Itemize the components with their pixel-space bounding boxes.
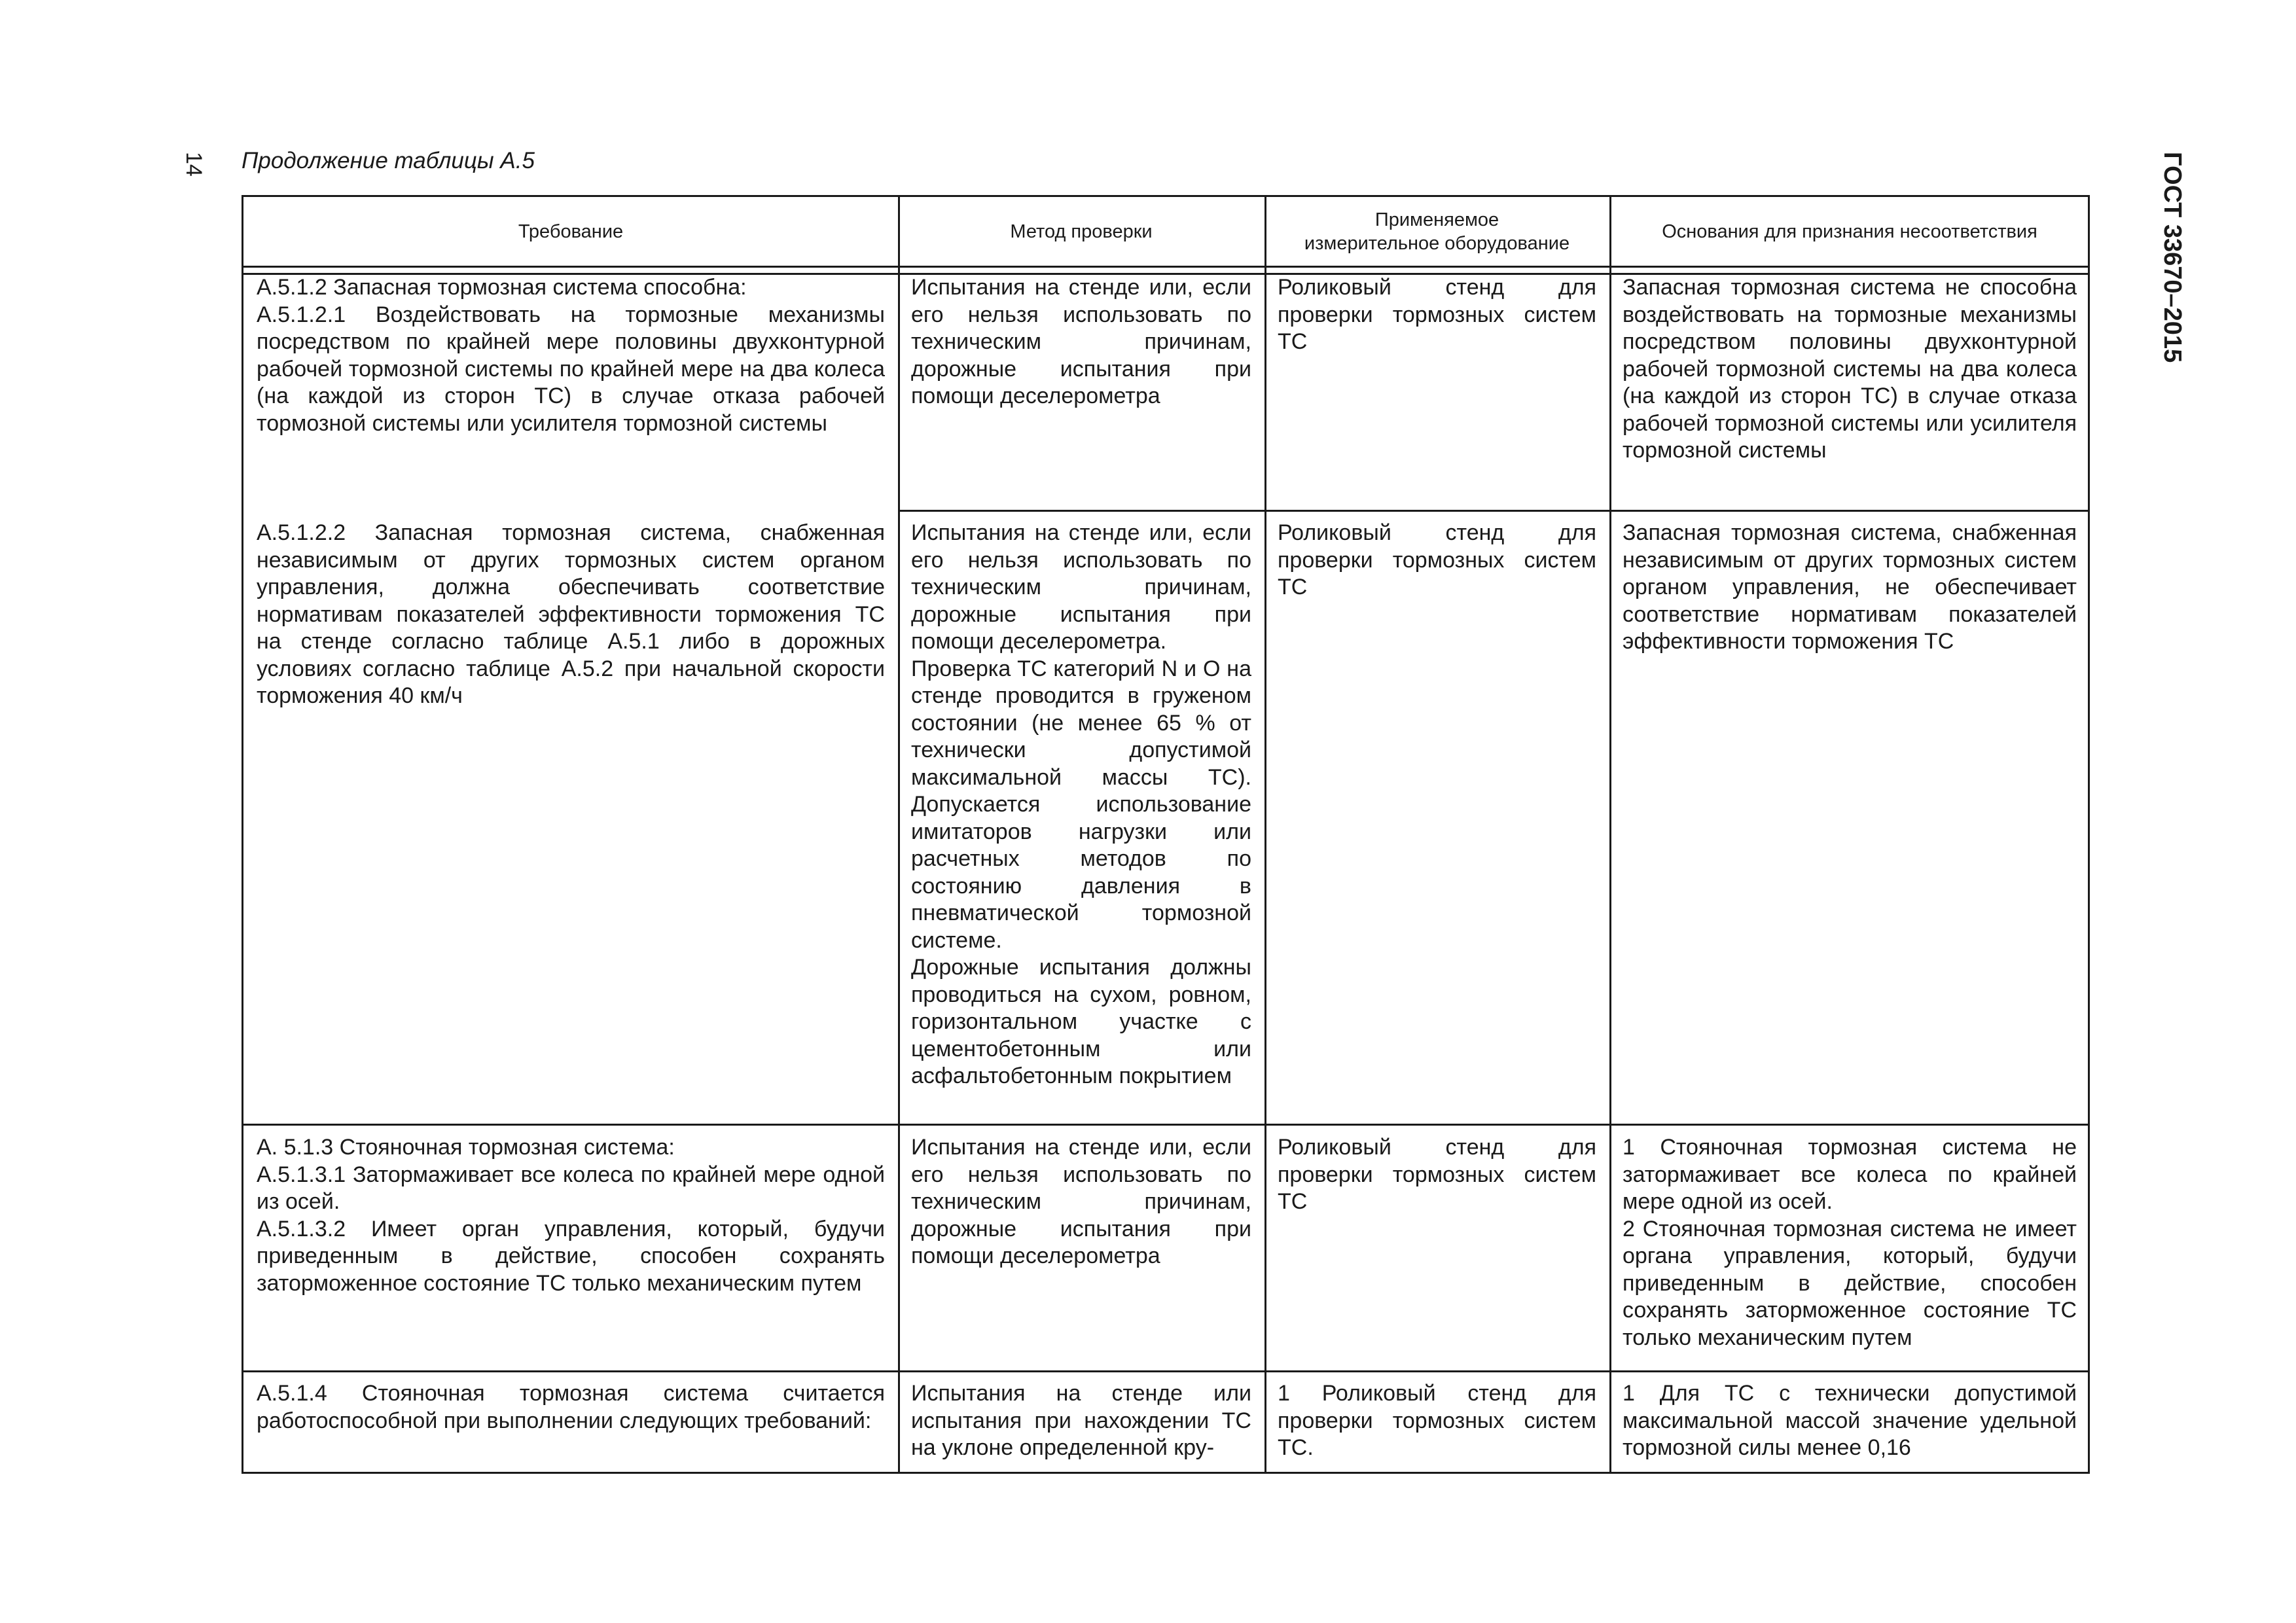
table-row-1-requirement: А.5.1.2 Запасная тормозная система способна: А.5.1.2.1 Воздействовать на тормозные механизмы посредством по крайней мере половины двухконтурной рабочей тормозной системы по крайней мере на два колеса (на каждой из сторон ТС) в случае отказа рабочей тормозной системы или усилителя тормозной системы bbox=[257, 275, 885, 436]
requirements-table bbox=[242, 195, 2090, 1474]
table-row-4-equipment: 1 Роликовый стенд для проверки тормозных систем ТС. bbox=[1278, 1381, 1596, 1460]
table-row-3-method: Испытания на стенде или, если его нельзя использовать по техническим причинам, дорожные испытания при помощи деселерометра bbox=[911, 1135, 1251, 1268]
header-requirement: Требование bbox=[518, 221, 624, 242]
table-row-4-requirement: А.5.1.4 Стояночная тормозная система считается работоспособной при выполнении следующих требований: bbox=[257, 1381, 885, 1433]
table-row-1-nonconformity: Запасная тормозная система не способна воздействовать на тормозные механизмы посредством половины двухконтурной рабочей тормозной системы на два колеса (на каждой из сторон ТС) в случае отказа рабочей тормозной системы или усилителя тормозной системы bbox=[1623, 275, 2077, 463]
table-caption: Продолжение таблицы А.5 bbox=[242, 148, 535, 173]
header-method: Метод проверки bbox=[1010, 221, 1153, 242]
table-row-2-nonconformity: Запасная тормозная система, снабженная независимым от других тормозных систем органом управления, не обеспечивает соответствие нормативам показателей эффективности торможения ТС bbox=[1623, 520, 2077, 654]
table-row-2-equipment: Роликовый стенд для проверки тормозных систем ТС bbox=[1278, 520, 1596, 599]
table-row-4-method: Испытания на стенде или испытания при нахождении ТС на уклоне определенной кру- bbox=[911, 1381, 1251, 1460]
table-row-3-nonconformity: 1 Стояночная тормозная система не затормаживает все колеса по крайней мере одной из осей. 2 Стояночная тормозная система не имеет органа управления, который, будучи приведенным в действие, способен сохранять заторможенное состояние ТС только механическим путем bbox=[1623, 1135, 2077, 1350]
table-row-4-nonconformity: 1 Для ТС с технически допустимой максимальной массой значение удельной тормозной силы менее 0,16 bbox=[1623, 1381, 2077, 1460]
table-row-3-equipment: Роликовый стенд для проверки тормозных систем ТС bbox=[1278, 1135, 1596, 1214]
row-divider bbox=[898, 510, 2088, 512]
page-number: 14 bbox=[181, 152, 206, 177]
standard-designation: ГОСТ 33670–2015 bbox=[2159, 152, 2186, 363]
table-row-1-equipment: Роликовый стенд для проверки тормозных систем ТС bbox=[1278, 275, 1596, 354]
header-equipment: Применяемое измерительное оборудование bbox=[1304, 209, 1570, 254]
table-row-3-requirement: А. 5.1.3 Стояночная тормозная система: А.5.1.3.1 Затормаживает все колеса по крайней мере одной из осей. А.5.1.3.2 Имеет орган управления, который, будучи приведенным в действие, способен сохранять заторможенное состояние ТС только механическим путем bbox=[257, 1135, 885, 1296]
row-divider bbox=[243, 1370, 2088, 1372]
header-nonconformity: Основания для признания несоответствия bbox=[1662, 221, 2037, 242]
table-row-2-requirement: А.5.1.2.2 Запасная тормозная система, снабженная независимым от других тормозных систем органом управления, должна обеспечивать соответствие нормативам показателей эффективности торможения ТС на стенде согласно таблице А.5.1 либо в дорожных условиях согласно таблице А.5.2 при начальной скорости торможения 40 км/ч bbox=[257, 520, 885, 708]
table-row-2-method: Испытания на стенде или, если его нельзя использовать по техническим причинам, дорожные испытания при помощи деселерометра. Проверка ТС категорий N и O на стенде проводится в груженом состоянии (не менее 65 % от технически допустимой максимальной массы ТС). Допускается использование имитаторов нагрузки или расчетных методов по состоянию давления в пневматической тормозной системе. Дорожные испытания должны проводиться на сухом, ровном, горизонтальном участке с цементобетонным или асфальтобетонным покрытием bbox=[911, 520, 1251, 1088]
table-row-1-method: Испытания на стенде или, если его нельзя использовать по техническим причинам, дорожные испытания при помощи деселерометра bbox=[911, 275, 1251, 408]
column-divider bbox=[1265, 197, 1266, 1472]
row-divider bbox=[243, 1124, 2088, 1126]
header-double-rule bbox=[243, 266, 2088, 275]
